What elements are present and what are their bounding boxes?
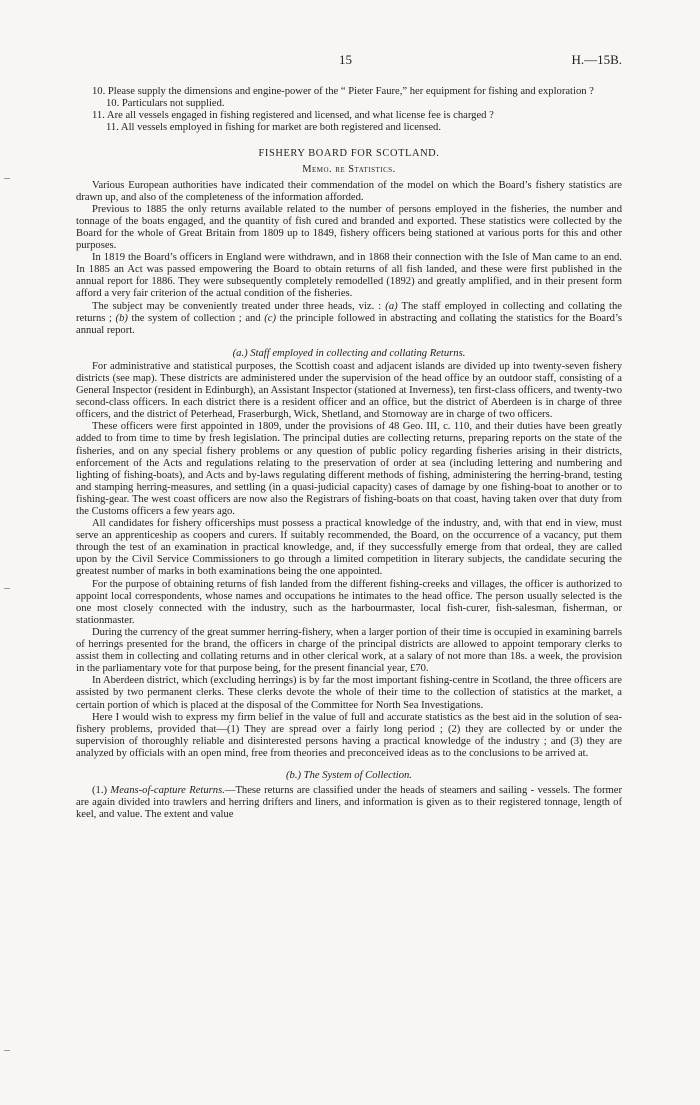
head-c-text: the principle followed in abstracting and collating the statistics for the Board’s annual report. xyxy=(76,312,623,336)
page-number: 15 xyxy=(339,52,352,67)
margin-mark xyxy=(4,178,10,179)
question-10: 10. Please supply the dimensions and engine-power of the “ Pieter Faure,” her equipment for fishing and exploration ? xyxy=(92,86,594,97)
section-a-paragraph: Here I would wish to express my firm belief in the value of full and accurate statistics as the best aid in the solution of sea-fishery problems, provided that—(1) They are spread over a fairly long period ; (2) they are collected by or under the supervision of thoroughly reliable and disinterested persons having a practical knowledge of the industry ; and (3) they are analyzed by officials with an open mind, free from theories and preconceived ideas as to the conclusions to be arrived at. xyxy=(76,711,622,759)
section-b-heading: (b.) The System of Collection. xyxy=(286,769,412,781)
head-b-text: the system of collection ; and xyxy=(131,312,261,324)
memo-title-text: Memo. re Statistics. xyxy=(302,164,396,176)
section-title: FISHERY BOARD FOR SCOTLAND. xyxy=(258,148,440,160)
answer-10: 10. Particulars not supplied. xyxy=(106,98,225,110)
section-a-paragraph: For administrative and statistical purposes, the Scottish coast and adjacent islands are divided up into twenty-seven fishery districts (see map). These districts are administered under the supervision of the head office by an outdoor staff, consisting of a General Inspector (resident in Edinburgh), an Assistant Inspector (stationed at Inverness), ten first-class officers, and twenty-two second-class officers. In each district there is a resident officer and an office, but the district of Aberdeen is in charge of three officers, and the district of Peterhead, Fraserburgh, Wick, Shetland, and Stornoway are in charge of two officers. xyxy=(76,360,622,421)
memo-title xyxy=(76,164,622,176)
margin-mark xyxy=(4,588,10,589)
document-page xyxy=(76,52,622,821)
section-a-paragraph: For the purpose of obtaining returns of fish landed from the different fishing-creeks and villages, the officer is authorized to appoint local correspondents, whose names and occupations he intimates to the head office. The person usually selected is the one most closely connected with the industry, such as the harbourmaster, local fish-curer, fish-salesman, fisherman, or stationmaster. xyxy=(76,578,622,626)
section-a-paragraph: In Aberdeen district, which (excluding herrings) is by far the most important fishing-centre in Scotland, the three officers are assisted by two permanent clerks. These clerks devote the whole of their time to the collection of statistics at the market, a certain portion of which is placed at the disposal of the Committee for North Sea Investigations. xyxy=(76,675,622,711)
margin-mark xyxy=(4,1050,10,1051)
intro-paragraph: Previous to 1885 the only returns available related to the number of persons employed in the fisheries, the number and tonnage of the boats engaged, and the quantity of fish cured and branded and exported. These statistics were collected by the Board for the whole of Great Britain from 1809 up to 1849, fishery officers being stationed at various ports for this and other purposes. xyxy=(76,203,622,252)
section-a-paragraph: All candidates for fishery officerships must possess a practical knowledge of the industry, and, with that end in view, must serve an apprenticeship as coopers and curers. If suitably recommended, the Board, on the occurrence of a vacancy, put them through the test of an examination in practical knowledge, and, if they successfully emerge from that ordeal, they are called upon by the Civil Service Commissioners to go through a limited competition in literary subjects, the candidate securing the greatest number of marks in both examinations being the one appointed. xyxy=(76,518,622,578)
section-a-paragraph: These officers were first appointed in 1809, under the provisions of 48 Geo. III, c. 110, and their duties have been greatly added to from time to time by fresh legislation. The principal duties are collecting returns, preparing reports on the state of the fisheries, and on any special fishery problems or any question of public policy regarding fisheries arising in their districts, enforcement of the Acts and regulations relating to the preservation of order at sea (including lettering and numbering and lighting of fishing-boats), and Acts and by-laws regulating different methods of fishing, administering the herring-brand, testing and stamping herring-measures, and settling (in a quasi-judicial capacity) cases of damage by one fishing-boat to another or to fishing-gear. The west coast officers are now also the Registrars of fishing-boats on that coast, having taken over that duty from the Customs officers a few years ago. xyxy=(76,421,622,517)
heads-prefix: The subject may be conveniently treated under three heads, viz. : xyxy=(92,300,382,312)
head-c-label: (c) xyxy=(264,312,276,324)
head-b-label: (b) xyxy=(115,312,128,324)
answer-11: 11. All vessels employed in fishing for market are both registered and licensed. xyxy=(106,122,441,134)
head-a-label: (a) xyxy=(385,300,398,312)
section-b-subhead: Means-of-capture Returns. xyxy=(110,785,225,797)
head-a-text: The staff employed in collecting and collating the returns ; xyxy=(76,300,622,324)
document-reference: H.—15B. xyxy=(571,52,622,67)
section-a-paragraph: During the currency of the great summer herring-fishery, when a larger portion of their time is occupied in examining barrels of herrings presented for the brand, the officers in charge of the principal districts are allowed to appoint temporary clerks to assist them in collecting and collating returns and in other clerical work, at a salary of not more than 18s. a week, the provision in the parliamentary vote for that purpose being, for the present financial year, £70. xyxy=(76,626,622,675)
section-a-heading: (a.) Staff employed in collecting and collating Returns. xyxy=(232,347,466,359)
section-b-number: (1.) xyxy=(92,785,108,797)
running-header xyxy=(76,52,622,68)
section-b-paragraph xyxy=(76,785,622,821)
intro-paragraph: In 1819 the Board’s officers in England were withdrawn, and in 1868 their connection with the Isle of Man came to an end. In 1885 an Act was passed empowering the Board to obtain returns of all fish landed, and these were first published in the annual report for 1886. They were subsequently completely remodelled (1892) and greatly amplified, and in their present form afford a very fair criterion of the actual condition of the fisheries. xyxy=(76,252,622,300)
section-b-text: —These returns are classified under the heads of steamers and sailing - vessels. The former are again divided into trawlers and herring drifters and liners, and information is given as to their registered tonnage, length of keel, and value. The extent and value xyxy=(76,785,622,821)
heads-paragraph xyxy=(76,301,622,337)
question-11: 11. Are all vessels engaged in fishing registered and licensed, and what license fee is charged ? xyxy=(92,110,494,122)
intro-paragraph: Various European authorities have indicated their commendation of the model on which the Board’s fishery statistics are drawn up, and also of the completeness of the information afforded. xyxy=(76,179,622,203)
